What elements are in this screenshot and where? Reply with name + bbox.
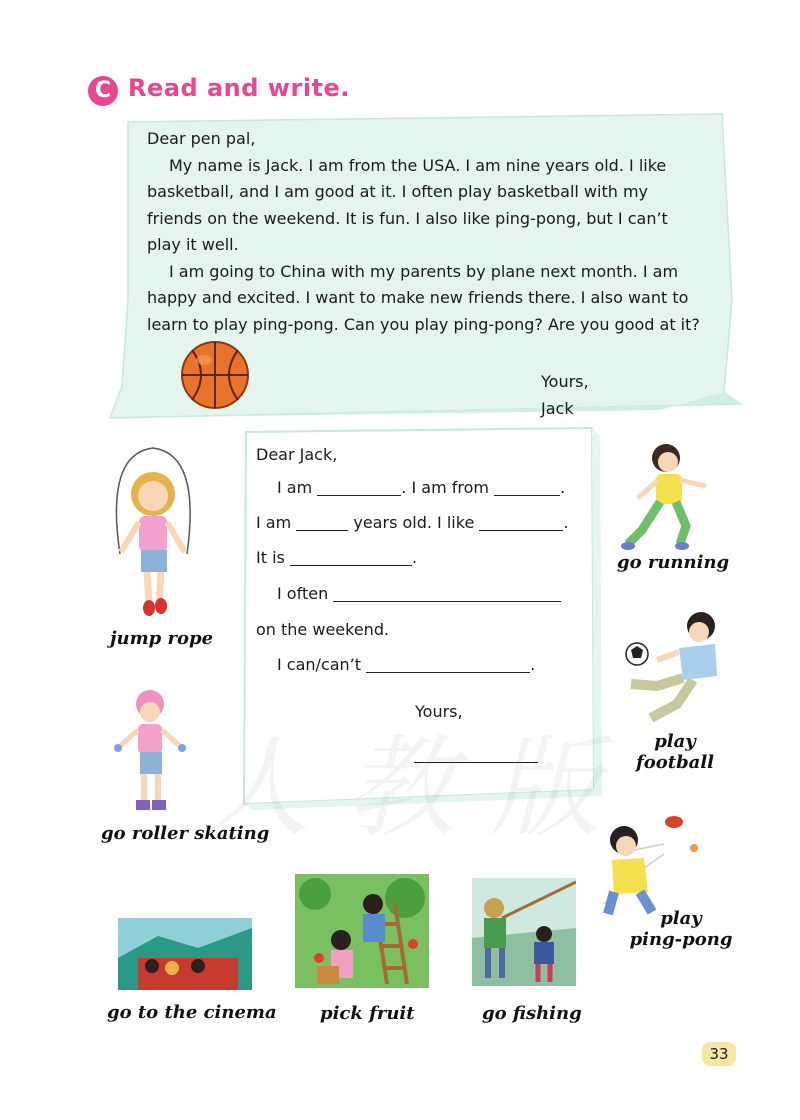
blank-often[interactable] xyxy=(333,587,561,602)
blank-can[interactable] xyxy=(366,658,530,673)
letter2-line2-text-b: years old. I like xyxy=(348,513,480,532)
label-play-football xyxy=(630,731,720,773)
letter1-signature: Jack xyxy=(541,399,574,418)
label-go-to-cinema: go to the cinema xyxy=(107,1002,277,1023)
letter2-line1 xyxy=(277,477,565,499)
go-fishing-illustration xyxy=(472,878,576,986)
label-jump-rope: jump rope xyxy=(110,628,214,649)
letter2-line2 xyxy=(256,512,568,534)
letter2-line3 xyxy=(256,547,417,569)
pick-fruit-illustration xyxy=(295,874,429,988)
letter2-line6-text-a: I can/can’t xyxy=(277,655,367,674)
label-pick-fruit: pick fruit xyxy=(320,1003,415,1024)
letter2-line4-text-a: I often xyxy=(277,584,334,603)
letter2-line5: on the weekend. xyxy=(256,620,390,639)
blank-age[interactable] xyxy=(296,516,348,531)
label-go-roller-skating: go roller skating xyxy=(101,823,270,844)
letter2-line6-text-b: . xyxy=(530,655,536,674)
blank-name[interactable] xyxy=(317,481,401,496)
play-football-illustration xyxy=(617,608,737,728)
letter2-line4 xyxy=(277,583,561,605)
letter2-closing: Yours, xyxy=(415,702,463,721)
go-to-cinema-illustration xyxy=(118,918,252,990)
letter1-p1-line3: friends on the weekend. It is fun. I also like ping-pong, but I can’t xyxy=(147,208,668,228)
label-go-fishing: go fishing xyxy=(482,1003,582,1024)
letter2-line6 xyxy=(277,654,535,676)
letter1-p2-line3: learn to play ping-pong. Can you play ping-pong? Are you good at it? xyxy=(147,314,700,334)
letter1-p2-line2: happy and excited. I want to make new friends there. I also want to xyxy=(147,288,689,307)
section-badge: C xyxy=(88,76,118,106)
letter2-line1-text-a: I am xyxy=(277,478,318,497)
letter1-p2-line1: I am going to China with my parents by plane next month. I am xyxy=(169,261,679,281)
letter2-line1-text-b: . I am from xyxy=(401,478,495,497)
blank-it-is[interactable] xyxy=(290,551,412,566)
letter2-line1-text-c: . xyxy=(560,478,566,497)
letter1-p1-line4: play it well. xyxy=(147,235,239,254)
letter1-closing: Yours, xyxy=(541,372,589,391)
letter1-p1-line2: basketball, and I am good at it. I often play basketball with my xyxy=(147,182,649,201)
go-running-illustration xyxy=(620,440,720,552)
blank-like[interactable] xyxy=(479,516,563,531)
section-title: Read and write. xyxy=(128,74,350,102)
label-play-pingpong xyxy=(626,908,736,950)
letter1-greeting: Dear pen pal, xyxy=(147,129,256,148)
letter1-p1-line1: My name is Jack. I am from the USA. I am nine years old. I like xyxy=(169,155,667,175)
letter2-line2-text-c: . xyxy=(563,513,569,532)
blank-country[interactable] xyxy=(494,481,560,496)
label-go-running: go running xyxy=(617,552,730,573)
page-number: 33 xyxy=(702,1042,736,1066)
label-play-football-line1: play xyxy=(654,731,696,752)
letter2-line3-text-a: It is xyxy=(256,548,290,567)
roller-skating-illustration xyxy=(110,688,190,820)
label-play-pingpong-line1: play xyxy=(660,908,702,929)
jump-rope-illustration xyxy=(105,444,201,622)
label-play-football-line2: football xyxy=(636,752,714,773)
letter2-line2-text-a: I am xyxy=(256,513,297,532)
letter2-line3-text-b: . xyxy=(411,548,418,567)
letter2-greeting: Dear Jack, xyxy=(256,445,338,464)
label-play-pingpong-line2: ping-pong xyxy=(629,929,733,950)
